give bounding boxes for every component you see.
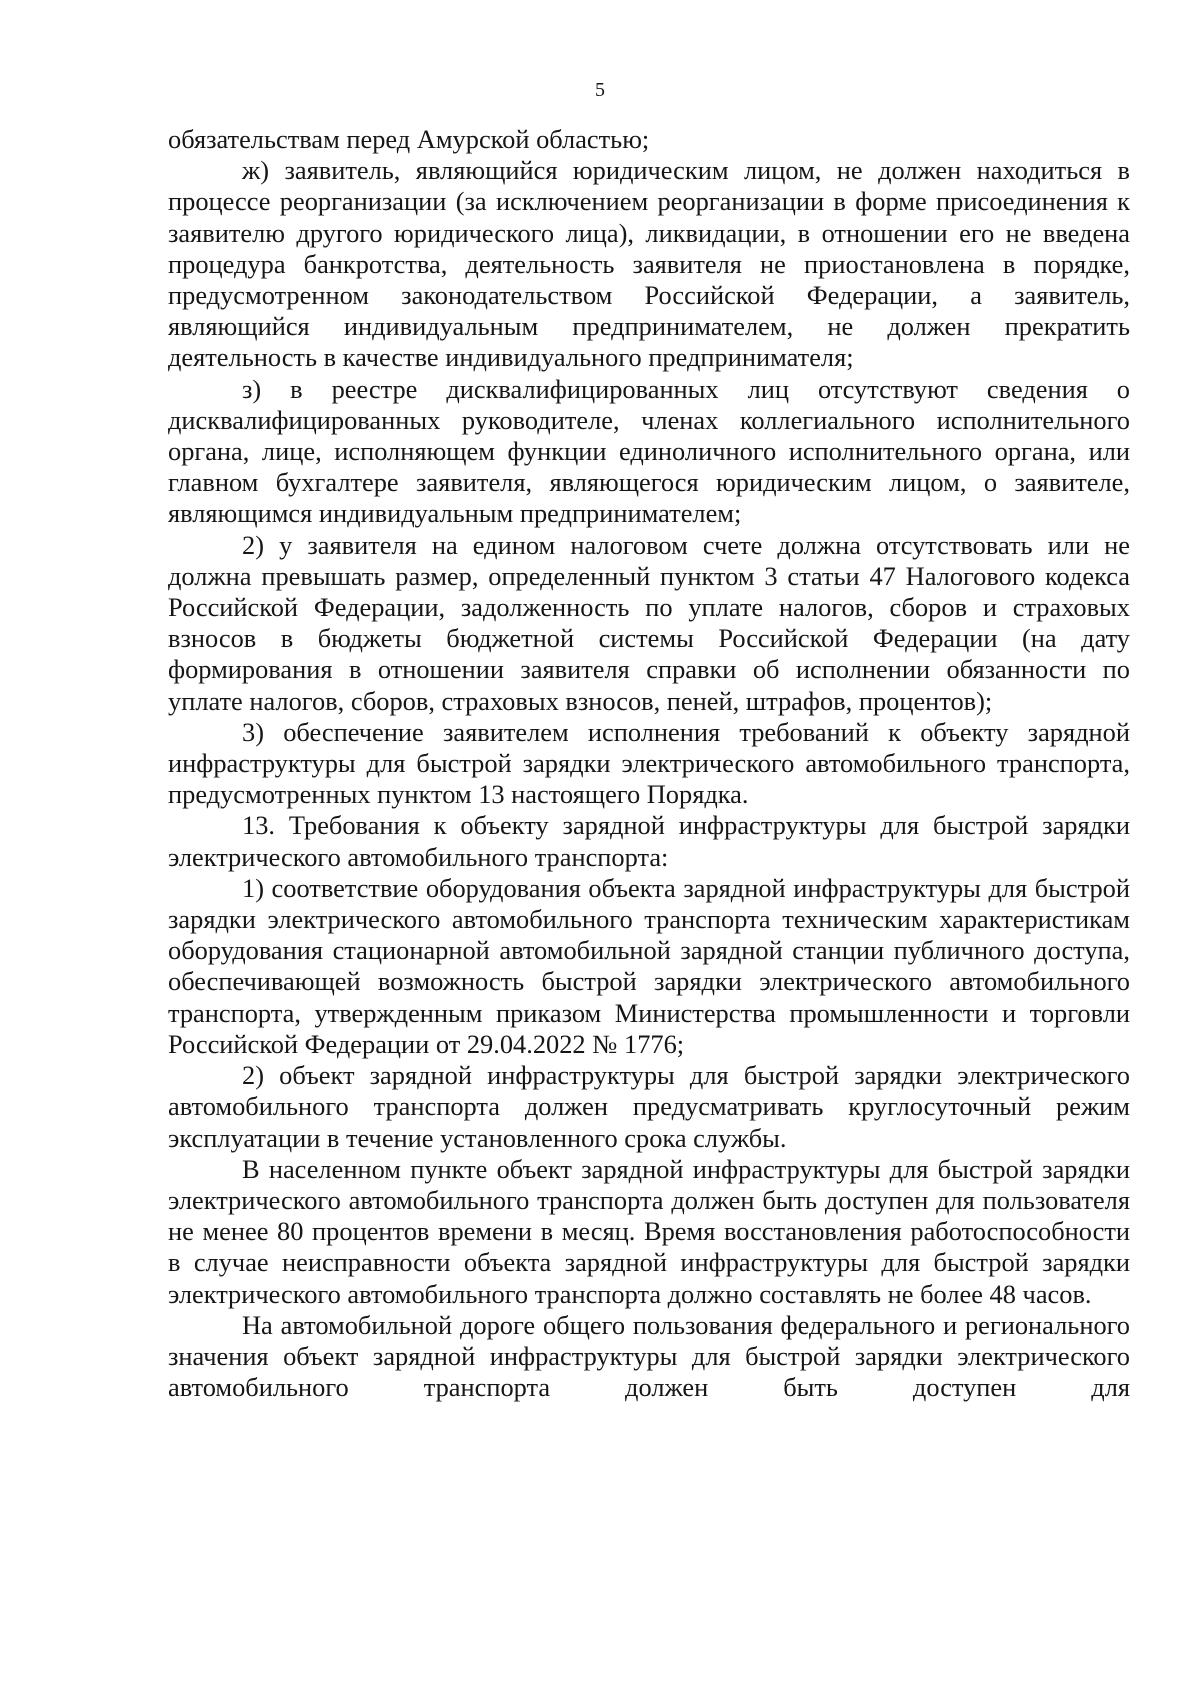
paragraph-settlement-availability: В населенном пункте объект зарядной инфраструктуры для быстрой зарядки электрического автомобильного транспорта должен быть доступен для пользователя не менее 80 процентов времени в месяц. Время восстановления работоспособности в случае неисправности объекта зарядной инфраструктуры для быстрой зарядки электрического автомобильного транспорта должно составлять не более 48 часов. [168,1153,1130,1309]
paragraph-item-1-equipment: 1) соответствие оборудования объекта зарядной инфраструктуры для быстрой зарядки электрического автомобильного транспорта техническим характеристикам оборудования стационарной автомобильной зарядной станции публичного доступа, обеспечивающей возможность быстрой зарядки электрического автомобильного транспорта, утвержденным приказом Министерства промышленности и торговли Российской Федерации от 29.04.2022 № 1776; [168,872,1130,1059]
paragraph-item-z: з) в реестре дисквалифицированных лиц отсутствуют сведения о дисквалифицированных руководителе, членах коллегиального исполнительного органа, лице, исполняющем функции единоличного исполнительного органа, или главном бухгалтере заявителя, являющегося юридическим лицом, о заявителе, являющимся индивидуальным предпринимателем; [168,373,1130,529]
paragraph-section-13: 13. Требования к объекту зарядной инфраструктуры для быстрой зарядки электрического автомобильного транспорта: [168,810,1130,872]
paragraph-continuation: обязательствам перед Амурской областью; [168,124,650,154]
paragraph-item-2-tax: 2) у заявителя на едином налоговом счете должна отсутствовать или не должна превышать размер, определенный пунктом 3 статьи 47 Налогового кодекса Российской Федерации, задолженность по уплате налогов, сборов и страховых взносов в бюджеты бюджетной системы Российской Федерации (на дату формирования в отношении заявителя справки об исполнении обязанности по уплате налогов, сборов, страховых взносов, пеней, штрафов, процентов); [168,529,1130,716]
paragraph-item-2-operation: 2) объект зарядной инфраструктуры для быстрой зарядки электрического автомобильного транспорта должен предусматривать круглосуточный режим эксплуатации в течение установленного срока службы. [168,1060,1130,1153]
page-number: 5 [595,79,605,101]
paragraph-item-zh: ж) заявитель, являющийся юридическим лицом, не должен находиться в процессе реорганизации (за исключением реорганизации в форме присоединения к заявителю другого юридического лица), ликвидации, в отношении его не введена процедура банкротства, деятельность заявителя не приостановлена в порядке, предусмотренном законодательством Российской Федерации, а заявитель, являющийся индивидуальным предпринимателем, не должен прекратить деятельность в качестве индивидуального предпринимателя; [168,155,1130,373]
body-text [168,124,1130,1403]
paragraph-item-3-requirements: 3) обеспечение заявителем исполнения требований к объекту зарядной инфраструктуры для быстрой зарядки электрического автомобильного транспорта, предусмотренных пунктом 13 настоящего Порядка. [168,716,1130,810]
paragraph-road-availability: На автомобильной дороге общего пользования федерального и регионального значения объект зарядной инфраструктуры для быстрой зарядки электрического автомобильного транспорта должен быть доступен для [168,1309,1130,1403]
